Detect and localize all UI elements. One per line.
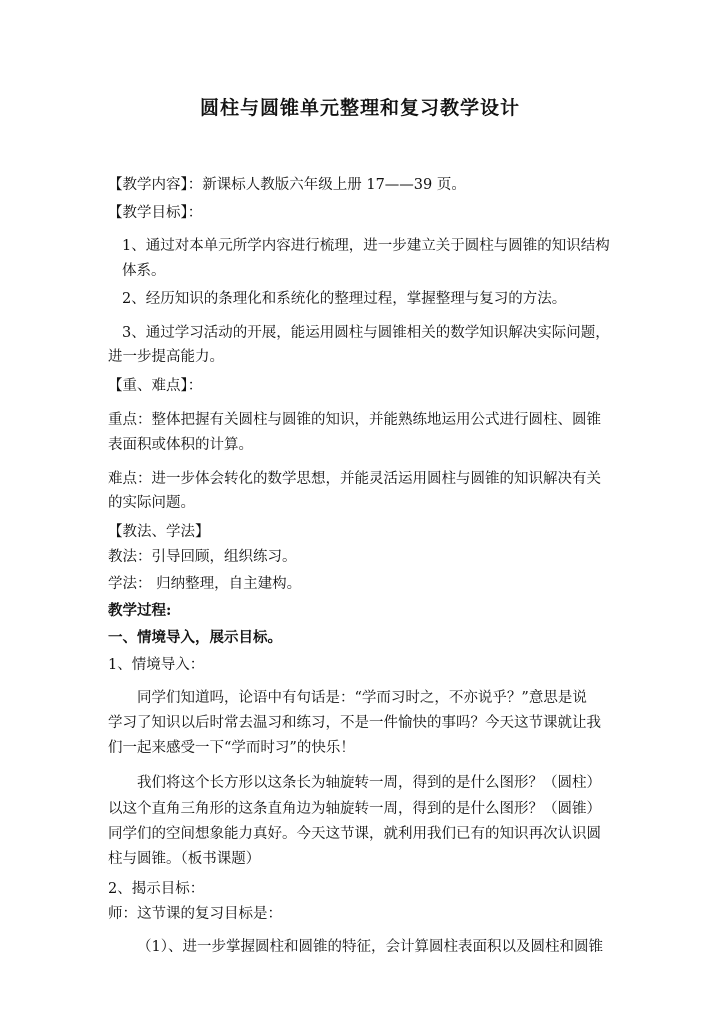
learning-method-line: 学法： 归纳整理，自主建构。	[108, 576, 302, 592]
document-title: 圆柱与圆锥单元整理和复习教学设计	[199, 97, 520, 119]
subsection-1-heading: 1、情境导入：	[108, 657, 205, 673]
teaching-method-line: 教法：引导回顾，组织练习。	[108, 549, 297, 565]
goal-3-line-1: 3、通过学习活动的开展，能运用圆柱与圆锥相关的数学知识解决实际问题，	[122, 325, 610, 341]
teaching-goal-heading: 【教学目标】：	[108, 205, 203, 221]
shape-para-line-1: 我们将这个长方形以这条长为轴旋转一周，得到的是什么图形？（圆柱）	[137, 775, 601, 791]
key-point-line-2: 表面积或体积的计算。	[108, 437, 253, 453]
methods-heading: 【教法、学法】	[108, 524, 210, 540]
intro-para-line-2: 学习了知识以后时常去温习和练习，不是一件愉快的事吗？今天这节课就让我	[108, 715, 601, 731]
teacher-line: 师：这节课的复习目标是：	[108, 906, 282, 922]
goal-item-1-line: （1）、进一步掌握圆柱和圆锥的特征，会计算圆柱表面积以及圆柱和圆锥	[137, 939, 603, 955]
goal-1-line-2: 体系。	[122, 263, 166, 279]
difficulty-line-1: 难点：进一步体会转化的数学思想，并能灵活运用圆柱与圆锥的知识解决有关	[108, 471, 601, 487]
goal-1-line-1: 1、通过对本单元所学内容进行梳理，进一步建立关于圆柱与圆锥的知识结构	[122, 238, 610, 254]
shape-para-line-2: 以这个直角三角形的这条直角边为轴旋转一周，得到的是什么图形？（圆锥）	[108, 801, 601, 817]
goal-3-line-2: 进一步提高能力。	[108, 349, 224, 365]
shape-para-line-4: 柱与圆锥。（板书课题）	[108, 851, 261, 867]
teaching-content-line: 【教学内容】：新课标人教版六年级上册 17——39 页。	[108, 177, 466, 193]
key-points-heading: 【重、难点】：	[108, 378, 203, 394]
intro-para-line-3: 们一起来感受一下“学而时习”的快乐！	[108, 740, 355, 756]
shape-para-line-3: 同学们的空间想象能力真好。今天这节课，就利用我们已有的知识再次认识圆	[108, 826, 601, 842]
subsection-2-heading: 2、揭示目标：	[108, 881, 205, 897]
intro-para-line-1: 同学们知道吗，论语中有句话是：“学而习时之，不亦说乎？”意思是说	[137, 690, 587, 706]
section-1-heading: 一、情境导入，展示目标。	[108, 629, 282, 646]
process-heading: 教学过程:	[108, 602, 172, 619]
key-point-line-1: 重点：整体把握有关圆柱与圆锥的知识，并能熟练地运用公式进行圆柱、圆锥	[108, 412, 601, 428]
difficulty-line-2: 的实际问题。	[108, 495, 195, 511]
goal-2-line: 2、经历知识的条理化和系统化的整理过程，掌握整理与复习的方法。	[122, 291, 567, 307]
